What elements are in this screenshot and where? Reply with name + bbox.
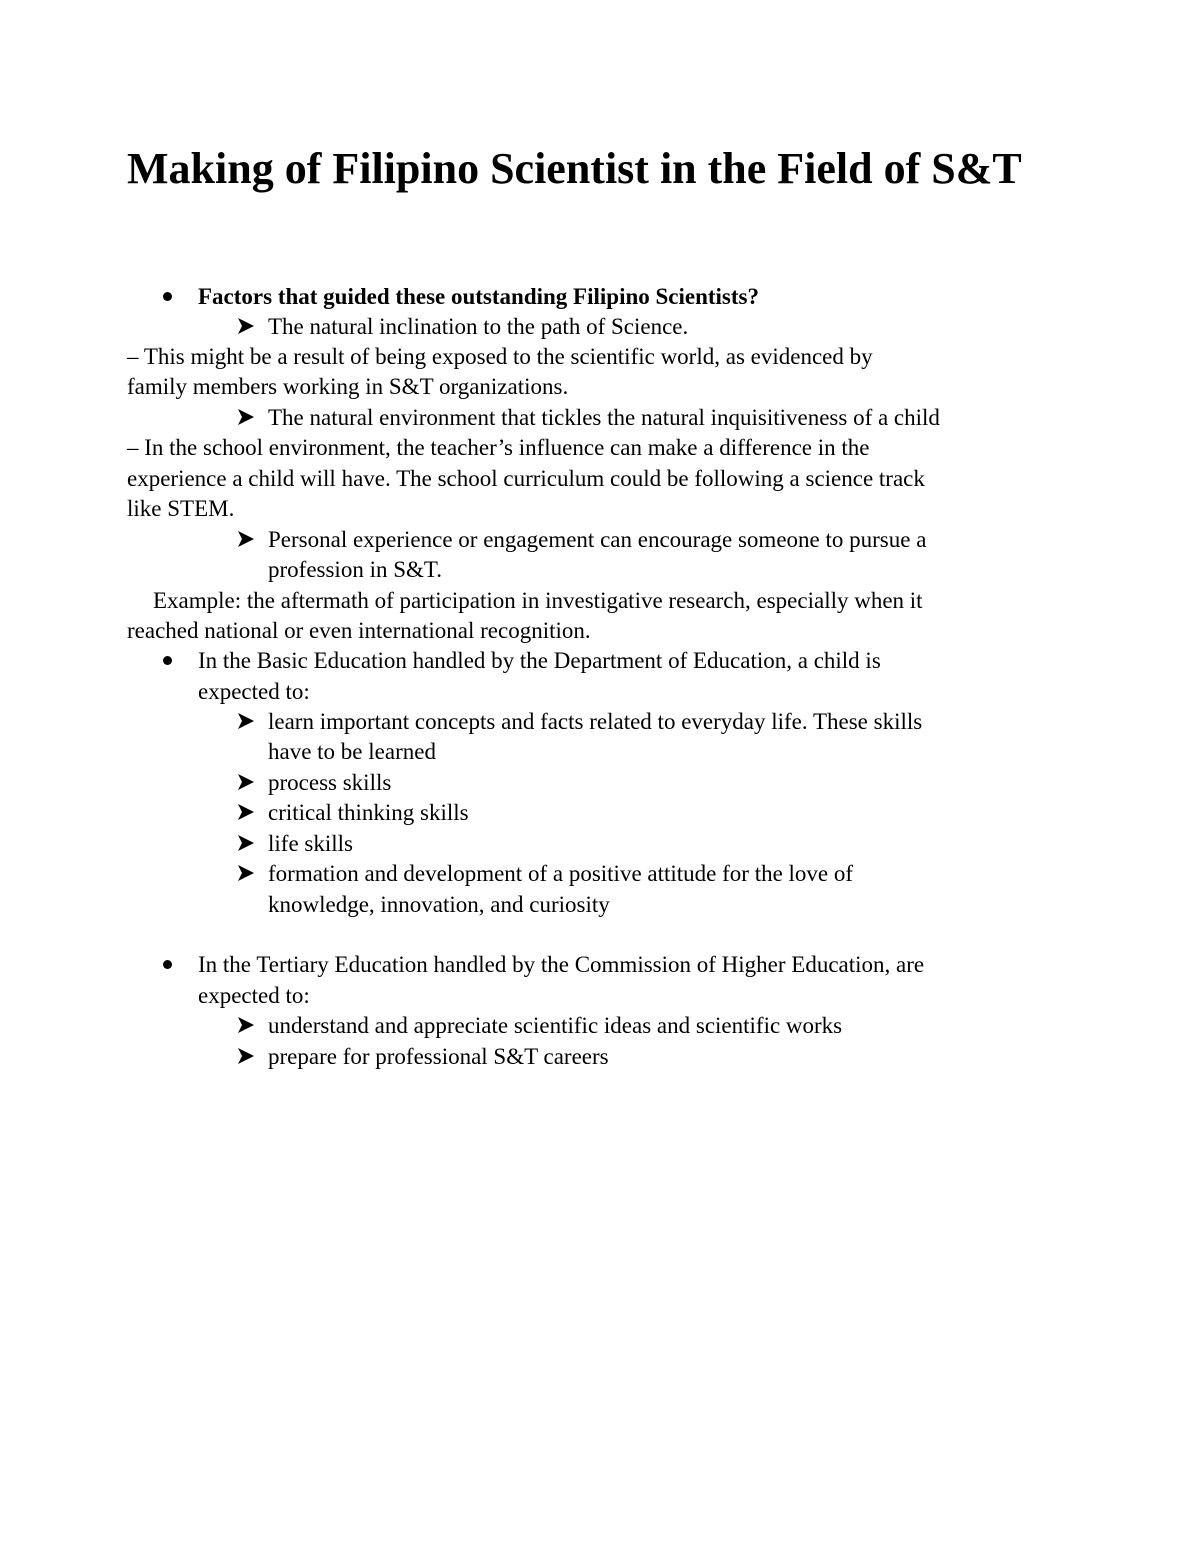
section2-item1-line1: learn important concepts and facts related to everyday life. These skills	[268, 709, 923, 734]
bullet-icon	[163, 292, 172, 301]
section3-intro-line2: expected to:	[198, 983, 310, 1008]
section3-intro-line1: In the Tertiary Education handled by the Commission of Higher Education, are	[198, 952, 925, 977]
factor2-note-line3: like STEM.	[127, 496, 235, 521]
factor1-note-line2: family members working in S&T organizations.	[127, 374, 569, 399]
arrow-bullet-icon	[236, 833, 256, 853]
factor3-line2: profession in S&T.	[268, 557, 442, 582]
bullet-icon	[163, 960, 172, 969]
section2-item1-line2: have to be learned	[268, 739, 436, 764]
section1-heading: Factors that guided these outstanding Filipino Scientists?	[198, 284, 759, 309]
example-line2: reached national or even international recognition.	[127, 618, 591, 643]
factor3-line1: Personal experience or engagement can encourage someone to pursue a	[268, 527, 927, 552]
arrow-bullet-icon	[236, 407, 256, 427]
section2-intro-line1: In the Basic Education handled by the Department of Education, a child is	[198, 648, 881, 673]
factor2-note-line2: experience a child will have. The school curriculum could be following a science track	[127, 466, 925, 491]
arrow-bullet-icon	[236, 529, 256, 549]
page-title: Making of Filipino Scientist in the Field of S&T	[127, 144, 1022, 193]
factor2-text: The natural environment that tickles the natural inquisitiveness of a child	[268, 405, 940, 430]
factor2-note-line1: – In the school environment, the teacher’s influence can make a difference in the	[127, 435, 870, 460]
section2-item3: critical thinking skills	[268, 800, 469, 825]
factor1-note-line1: – This might be a result of being exposed to the scientific world, as evidenced by	[127, 344, 873, 369]
bullet-icon	[163, 656, 172, 665]
section2-item5-line2: knowledge, innovation, and curiosity	[268, 892, 610, 917]
section2-item2: process skills	[268, 770, 392, 795]
section3-item2: prepare for professional S&T careers	[268, 1044, 609, 1069]
section2-item5-line1: formation and development of a positive attitude for the love of	[268, 861, 854, 886]
example-line1: Example: the aftermath of participation in investigative research, especially when it	[153, 588, 923, 613]
arrow-bullet-icon	[236, 316, 256, 336]
arrow-bullet-icon	[236, 772, 256, 792]
arrow-bullet-icon	[236, 711, 256, 731]
section2-item4: life skills	[268, 831, 353, 856]
section3-item1: understand and appreciate scientific ideas and scientific works	[268, 1013, 843, 1038]
factor1-text: The natural inclination to the path of Science.	[268, 314, 689, 339]
arrow-bullet-icon	[236, 1015, 256, 1035]
arrow-bullet-icon	[236, 802, 256, 822]
section2-intro-line2: expected to:	[198, 679, 310, 704]
arrow-bullet-icon	[236, 1046, 256, 1066]
arrow-bullet-icon	[236, 863, 256, 883]
